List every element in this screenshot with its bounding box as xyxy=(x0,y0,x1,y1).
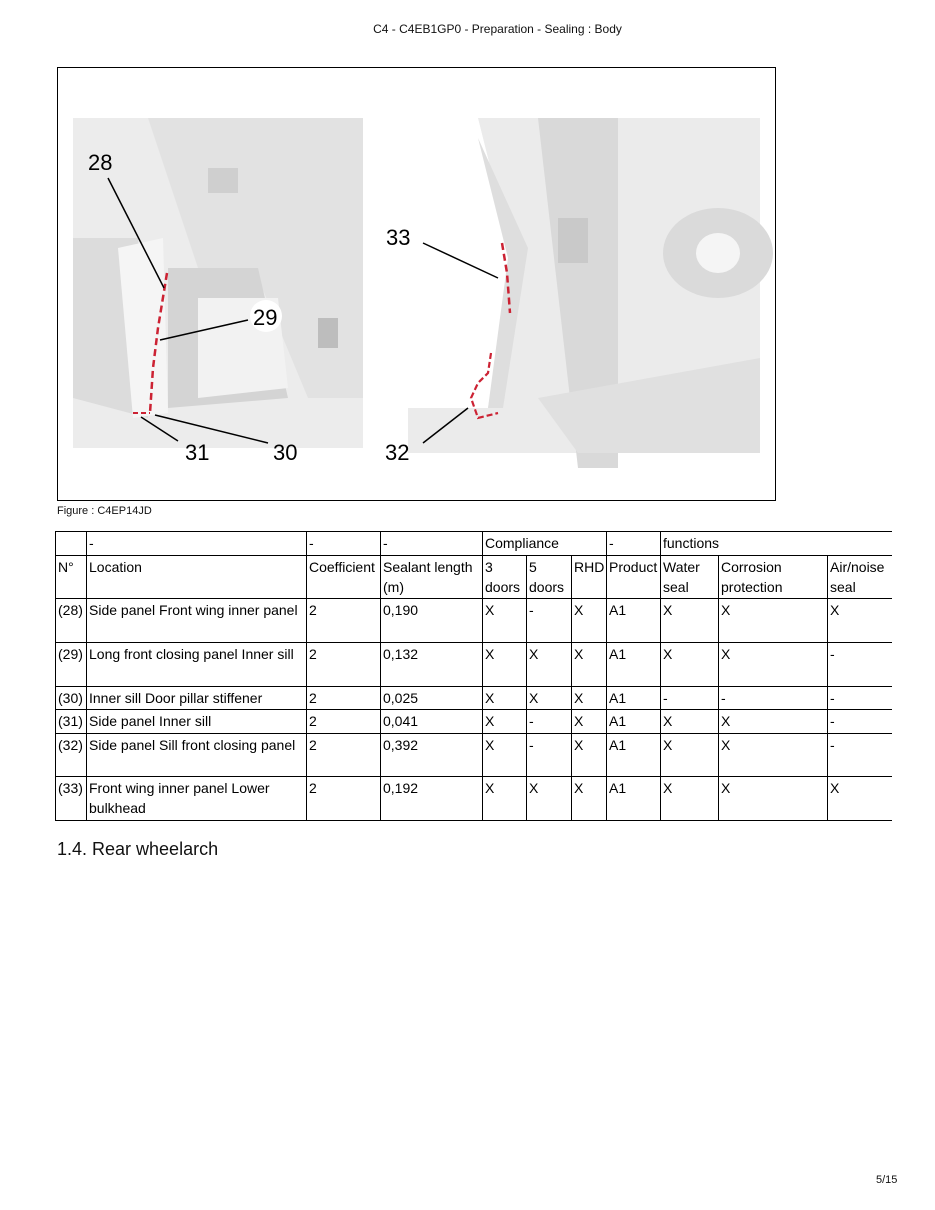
cell-5-doors: X xyxy=(527,687,572,710)
cell-location: Side panel Sill front closing panel xyxy=(87,734,307,777)
cell-corrosion: X xyxy=(719,734,828,777)
cell-5-doors: X xyxy=(527,643,572,687)
cell-5-doors: X xyxy=(527,777,572,821)
cell-corrosion: X xyxy=(719,777,828,821)
cell-length: 0,192 xyxy=(381,777,483,821)
cell-no: (32) xyxy=(56,734,87,777)
cell-water-seal: X xyxy=(661,734,719,777)
cell-product: A1 xyxy=(607,710,661,734)
page-header: C4 - C4EB1GP0 - Preparation - Sealing : Body xyxy=(373,22,622,36)
table-row xyxy=(56,599,892,643)
cell-product: A1 xyxy=(607,777,661,821)
cell-coefficient: 2 xyxy=(307,710,381,734)
callout-31: 31 xyxy=(185,440,210,465)
cell-rhd: X xyxy=(572,710,607,734)
cell-rhd: X xyxy=(572,777,607,821)
cell-location: Inner sill Door pillar stiffener xyxy=(87,687,307,710)
group-header-compliance: Compliance xyxy=(483,532,607,556)
header-3-doors: 3 doors xyxy=(483,556,527,599)
cell-length: 0,392 xyxy=(381,734,483,777)
cell-3-doors: X xyxy=(483,734,527,777)
body-sealing-diagram xyxy=(58,68,775,500)
cell-coefficient: 2 xyxy=(307,777,381,821)
cell-corrosion: X xyxy=(719,710,828,734)
header-no: N° xyxy=(56,556,87,599)
cell-coefficient: 2 xyxy=(307,687,381,710)
callout-28: 28 xyxy=(88,150,113,175)
cell-water-seal: X xyxy=(661,643,719,687)
cell-no: (29) xyxy=(56,643,87,687)
cell-air-noise: - xyxy=(828,710,892,734)
cell-3-doors: X xyxy=(483,777,527,821)
group-header-cell xyxy=(56,532,87,556)
header-sealant-length: Sealant length (m) xyxy=(381,556,483,599)
cell-coefficient: 2 xyxy=(307,643,381,687)
header-coefficient: Coefficient xyxy=(307,556,381,599)
cell-product: A1 xyxy=(607,643,661,687)
cell-no: (31) xyxy=(56,710,87,734)
group-header-cell: - xyxy=(87,532,307,556)
callout-32: 32 xyxy=(385,440,410,465)
cell-corrosion: - xyxy=(719,687,828,710)
cell-3-doors: X xyxy=(483,643,527,687)
cell-no: (28) xyxy=(56,599,87,643)
cell-product: A1 xyxy=(607,687,661,710)
table-row xyxy=(56,687,892,710)
cell-location: Side panel Inner sill xyxy=(87,710,307,734)
cell-no: (30) xyxy=(56,687,87,710)
cell-air-noise: - xyxy=(828,687,892,710)
cell-location: Front wing inner panel Lower bulkhead xyxy=(87,777,307,821)
table-row xyxy=(56,643,892,687)
header-air-noise-seal: Air/noise seal xyxy=(828,556,892,599)
cell-water-seal: X xyxy=(661,710,719,734)
sealing-spec-table xyxy=(55,531,892,821)
left-view xyxy=(73,118,363,448)
group-header-cell: - xyxy=(607,532,661,556)
cell-air-noise: - xyxy=(828,734,892,777)
figure-illustration xyxy=(57,67,776,501)
cell-coefficient: 2 xyxy=(307,599,381,643)
cell-air-noise: - xyxy=(828,643,892,687)
cell-3-doors: X xyxy=(483,687,527,710)
table-row xyxy=(56,734,892,777)
cell-5-doors: - xyxy=(527,599,572,643)
cell-product: A1 xyxy=(607,599,661,643)
cell-corrosion: X xyxy=(719,643,828,687)
callout-30: 30 xyxy=(273,440,298,465)
figure-caption: Figure : C4EP14JD xyxy=(57,505,152,517)
cell-rhd: X xyxy=(572,734,607,777)
cell-water-seal: X xyxy=(661,599,719,643)
table-group-header-row xyxy=(56,532,892,556)
cell-location: Long front closing panel Inner sill xyxy=(87,643,307,687)
cell-length: 0,041 xyxy=(381,710,483,734)
right-view xyxy=(408,118,773,468)
cell-water-seal: - xyxy=(661,687,719,710)
table-row xyxy=(56,777,892,821)
header-location: Location xyxy=(87,556,307,599)
cell-5-doors: - xyxy=(527,710,572,734)
cell-rhd: X xyxy=(572,599,607,643)
cell-no: (33) xyxy=(56,777,87,821)
group-header-cell: - xyxy=(381,532,483,556)
cell-3-doors: X xyxy=(483,599,527,643)
cell-location: Side panel Front wing inner panel xyxy=(87,599,307,643)
cell-air-noise: X xyxy=(828,777,892,821)
cell-length: 0,025 xyxy=(381,687,483,710)
cell-corrosion: X xyxy=(719,599,828,643)
cell-rhd: X xyxy=(572,687,607,710)
cell-product: A1 xyxy=(607,734,661,777)
group-header-cell: - xyxy=(307,532,381,556)
table-row xyxy=(56,710,892,734)
page-number: 5/15 xyxy=(876,1174,898,1186)
header-5-doors: 5 doors xyxy=(527,556,572,599)
callout-33: 33 xyxy=(386,225,411,250)
cell-length: 0,132 xyxy=(381,643,483,687)
cell-coefficient: 2 xyxy=(307,734,381,777)
header-product: Product xyxy=(607,556,661,599)
header-corrosion-protection: Corrosion protection xyxy=(719,556,828,599)
group-header-functions: functions xyxy=(661,532,892,556)
cell-5-doors: - xyxy=(527,734,572,777)
section-title: 1.4. Rear wheelarch xyxy=(57,839,219,859)
header-rhd: RHD xyxy=(572,556,607,599)
header-water-seal: Water seal xyxy=(661,556,719,599)
table-header-row xyxy=(56,556,892,599)
cell-3-doors: X xyxy=(483,710,527,734)
callout-29: 29 xyxy=(253,305,278,330)
cell-water-seal: X xyxy=(661,777,719,821)
cell-rhd: X xyxy=(572,643,607,687)
cell-length: 0,190 xyxy=(381,599,483,643)
cell-air-noise: X xyxy=(828,599,892,643)
